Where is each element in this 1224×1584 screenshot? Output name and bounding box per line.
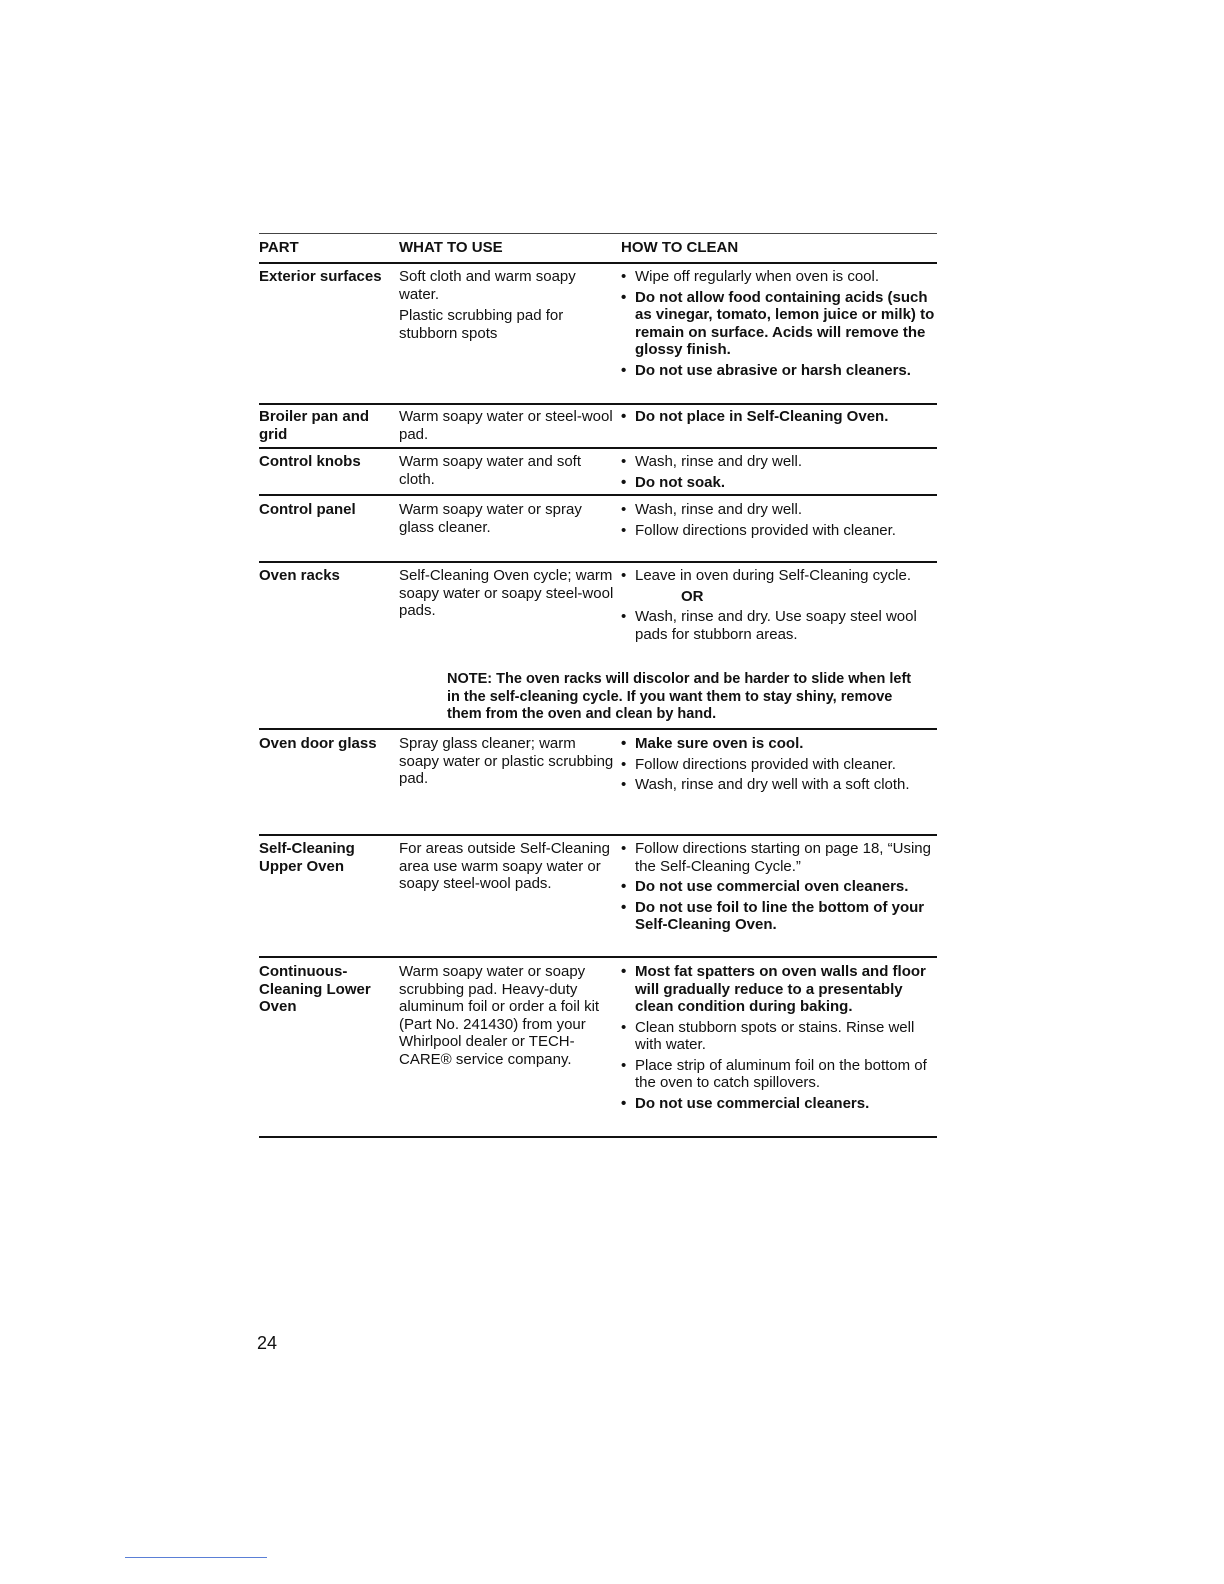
what-cell: Warm soapy water or spray glass cleaner. <box>399 501 582 536</box>
how-item: • Do not use commercial cleaners. <box>621 1095 937 1113</box>
header-part: PART <box>259 239 299 256</box>
how-cell <box>621 567 937 646</box>
header-how-to-clean: HOW TO CLEAN <box>621 239 739 256</box>
what-text: Soft cloth and warm soapy water. <box>399 268 576 303</box>
header-top-rule <box>259 233 937 234</box>
row-rule <box>259 728 937 730</box>
part-cell: Continuous-Cleaning Lower Oven <box>259 963 371 1015</box>
what-cell: For areas outside Self-Cleaning area use warm soapy water or soapy steel-wool pads. <box>399 840 610 892</box>
header-what-to-use: WHAT TO USE <box>399 239 503 256</box>
row-rule <box>259 956 937 958</box>
row-rule <box>259 403 937 405</box>
what-cell: Warm soapy water or steel-wool pad. <box>399 408 613 443</box>
table-bottom-rule <box>259 1136 937 1138</box>
how-item: • Do not use commercial oven cleaners. <box>621 878 937 896</box>
what-cell: Warm soapy water or soapy scrubbing pad. Heavy-duty aluminum foil or order a foil kit (Part No. 241430) from your Whirlpool dealer or TECH-CARE® service company. <box>399 963 600 1068</box>
part-cell: Oven racks <box>259 567 340 584</box>
how-item: • Do not soak. <box>621 474 937 492</box>
how-cell <box>621 408 937 429</box>
or-label: OR <box>681 587 704 605</box>
part-cell: Control panel <box>259 501 356 518</box>
how-item: • Wash, rinse and dry. Use soapy steel wool pads for stubborn areas. <box>621 608 937 643</box>
how-item: • Make sure oven is cool. <box>621 735 937 753</box>
how-cell <box>621 268 937 382</box>
how-item: • Wash, rinse and dry well. <box>621 501 937 519</box>
footer-rule <box>125 1557 267 1558</box>
how-cell <box>621 963 937 1115</box>
header-rule <box>259 262 937 264</box>
part-cell: Oven door glass <box>259 735 377 752</box>
part-cell: Self-Cleaning Upper Oven <box>259 840 355 875</box>
part-cell: Control knobs <box>259 453 361 470</box>
how-item: • Leave in oven during Self-Cleaning cycle. <box>621 567 937 585</box>
how-item: • Follow directions provided with cleaner. <box>621 756 937 774</box>
what-cell <box>399 268 617 346</box>
part-cell: Exterior surfaces <box>259 268 382 285</box>
what-text: Plastic scrubbing pad for stubborn spots <box>399 307 564 342</box>
how-cell <box>621 840 937 937</box>
how-item: • Clean stubborn spots or stains. Rinse well with water. <box>621 1019 937 1054</box>
page-number: 24 <box>257 1333 278 1353</box>
how-item: • Do not allow food containing acids (such as vinegar, tomato, lemon juice or milk) to remain on surface. Acids will remove the glossy finish. <box>621 289 937 359</box>
how-item: • Wash, rinse and dry well with a soft cloth. <box>621 776 937 794</box>
what-cell: Spray glass cleaner; warm soapy water or plastic scrubbing pad. <box>399 735 614 787</box>
how-item: • Do not place in Self-Cleaning Oven. <box>621 408 937 426</box>
how-item: • Do not use foil to line the bottom of your Self-Cleaning Oven. <box>621 899 937 934</box>
what-cell: Warm soapy water and soft cloth. <box>399 453 582 488</box>
how-item: • Most fat spatters on oven walls and floor will gradually reduce to a presentably clean condition during baking. <box>621 963 937 1016</box>
how-item: • Wipe off regularly when oven is cool. <box>621 268 937 286</box>
row-rule <box>259 561 937 563</box>
how-item: • Wash, rinse and dry well. <box>621 453 937 471</box>
how-cell <box>621 735 937 797</box>
how-item: • Place strip of aluminum foil on the bottom of the oven to catch spillovers. <box>621 1057 937 1092</box>
how-item: • Follow directions provided with cleaner. <box>621 522 937 540</box>
how-cell <box>621 501 937 542</box>
row-rule <box>259 834 937 836</box>
oven-racks-note: NOTE: The oven racks will discolor and be harder to slide when left in the self-cleaning cycle. If you want them to stay shiny, remove them from the oven and clean by hand. <box>447 671 912 722</box>
how-item: • Do not use abrasive or harsh cleaners. <box>621 362 937 380</box>
how-cell <box>621 453 937 494</box>
part-cell: Broiler pan and grid <box>259 408 370 443</box>
what-cell: Self-Cleaning Oven cycle; warm soapy water or soapy steel-wool pads. <box>399 567 614 619</box>
row-rule <box>259 494 937 496</box>
row-rule <box>259 447 937 449</box>
how-item: • Follow directions starting on page 18, “Using the Self-Cleaning Cycle.” <box>621 840 937 875</box>
